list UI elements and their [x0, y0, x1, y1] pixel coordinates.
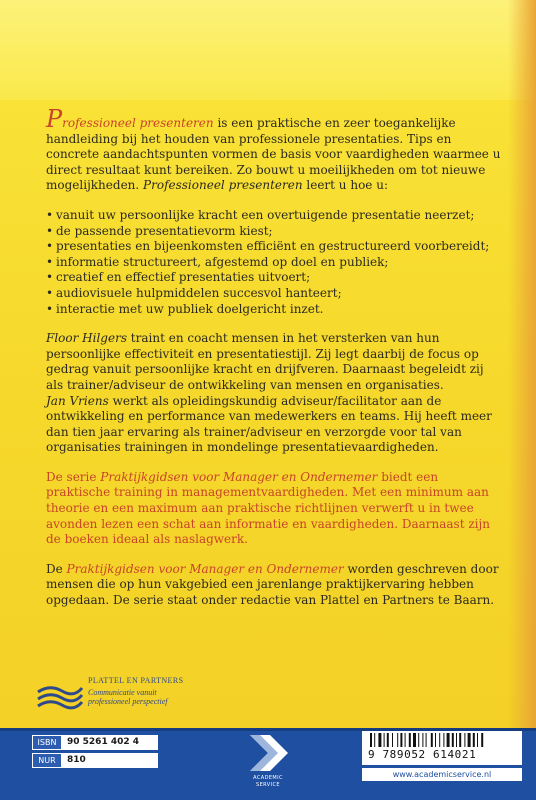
publisher-tagline: Communicatie vanuit professioneel perspectief: [88, 688, 168, 706]
waves-icon: [36, 682, 84, 712]
series2-text-b: worden geschreven door mensen die op hun vakgebied een jarenlange praktijkervaring hebben opgedaan. De serie staat onder redactie van Plattel en Partners te Baarn.: [46, 561, 499, 608]
book-title-inline: rofessioneel presenteren: [62, 116, 214, 130]
chevron-arrow-icon: [244, 731, 292, 775]
series-name-2: Praktijkgidsen voor Manager en Ondernemer: [66, 561, 344, 576]
list-item: • informatie structureert, afgestemd op doel en publiek;: [46, 255, 502, 271]
imprint-line1: ACADEMIC: [253, 775, 283, 781]
series-text-b: biedt een praktische training in managementvaardigheden. Met een minimum aan theorie en een maximum aan praktische richtlijnen verwerft u in twee avonden lezen een schat aan informatie en vaardigheden. Daarnaast zijn de boeken ideaal als naslagwerk.: [46, 469, 490, 547]
back-cover-text: [46, 105, 502, 623]
intro-text-b: leert u hoe u:: [302, 178, 388, 193]
drop-cap: P: [46, 105, 63, 133]
imprint-text: [244, 775, 292, 789]
isbn-row: [32, 735, 158, 750]
right-orange-edge: [508, 0, 536, 800]
list-item: • audiovisuele hulpmiddelen succesvol hanteert;: [46, 286, 502, 302]
isbn-value: 90 5261 402 4: [62, 735, 158, 750]
skills-list: [46, 208, 502, 317]
series2-text-a: De: [46, 561, 67, 576]
isbn-label: ISBN: [32, 735, 62, 750]
author1-paragraph: [46, 331, 502, 393]
barcode-number: 9 789052 614021: [368, 748, 477, 761]
nur-row: [32, 753, 158, 768]
series-paragraph-2: [46, 562, 502, 609]
author2-paragraph: [46, 394, 502, 456]
list-item: • interactie met uw publiek doelgericht inzet.: [46, 302, 502, 318]
book-title-inline-2: Professioneel presenteren: [143, 178, 303, 193]
imprint-line2: SERVICE: [256, 782, 280, 788]
author1-bio: traint en coacht mensen in het versterken van hun persoonlijke effectiviteit en presentatiestijl. Zij legt daarbij de focus op gedrag vanuit persoonlijke kracht en drijfveren. Daarnaast begeleidt zij als trainer/adviseur de ontwikkeling van mensen en organisaties.: [46, 331, 484, 392]
author1-name: Floor Hilgers: [46, 331, 127, 346]
top-light-band: [0, 0, 536, 100]
intro-paragraph: [46, 105, 502, 194]
series-name: Praktijkgidsen voor Manager en Ondernemer: [100, 469, 378, 484]
list-item: • creatief en effectief presentaties uitvoert;: [46, 270, 502, 286]
author2-name: Jan Vriens: [46, 393, 109, 408]
nur-value: 810: [62, 753, 158, 768]
list-item: • vanuit uw persoonlijke kracht een overtuigende presentatie neerzet;: [46, 208, 502, 224]
series-text-a: De serie: [46, 469, 101, 484]
list-item: • presentaties en bijeenkomsten efficiënt en gestructureerd voorbereidt;: [46, 239, 502, 255]
list-item: • de passende presentatievorm kiest;: [46, 224, 502, 240]
publisher-name: PLATTEL EN PARTNERS: [88, 676, 184, 685]
intro-text-a: is een praktische en zeer toegankelijke handleiding bij het houden van professionele presentaties. Tips en concrete aandachtspunten vormen de basis voor vaardigheden waarmee u direct resultaat kunt bereiken. Zo bouwt u moeilijkheden om tot nieuwe mogelijkheden.: [46, 116, 501, 193]
academic-service-logo: [244, 731, 292, 797]
author2-bio: werkt als opleidingskundig adviseur/facilitator aan de ontwikkeling en performance van medewerkers en teams. Hij heeft meer dan tien jaar ervaring als trainer/adviseur en verzorgde voor tal van organisaties trainingen in mondelinge presentatievaardigheden.: [46, 393, 492, 455]
nur-label: NUR: [32, 753, 62, 768]
publisher-logo: [36, 676, 184, 726]
barcode-bars: [362, 731, 522, 747]
website-url: www.academicservice.nl: [362, 768, 522, 781]
series-paragraph-1: [46, 470, 502, 548]
